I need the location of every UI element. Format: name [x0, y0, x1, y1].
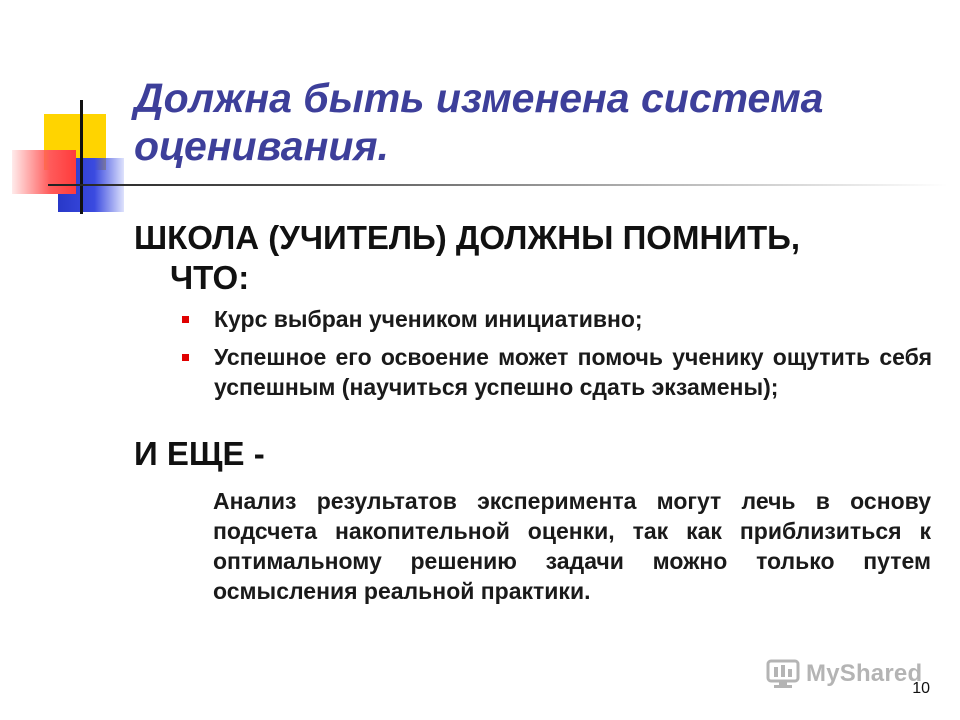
myshared-logo-icon	[766, 659, 800, 689]
analysis-paragraph: Анализ результатов эксперимента могут лечь в основу подсчета накопительной оценки, так как приблизиться к оптимальному решению задачи можно только путем осмысления реальной практики.	[213, 488, 931, 604]
lead-line-1: ШКОЛА (УЧИТЕЛЬ) ДОЛЖНЫ ПОМНИТЬ,	[134, 219, 801, 256]
watermark	[766, 656, 922, 692]
page-number: 10	[912, 680, 930, 697]
and-more-heading: И ЕЩЕ -	[134, 435, 265, 472]
title-underline	[48, 184, 948, 186]
lead-line-2: ЧТО:	[170, 259, 250, 296]
bullet-item	[180, 342, 932, 402]
corner-decoration	[0, 0, 140, 230]
decor-red-square	[12, 150, 76, 194]
watermark-text: MyShared	[806, 660, 923, 687]
lead-heading	[134, 218, 914, 298]
bullet-square-icon	[182, 316, 189, 323]
bullet-text: Успешное его освоение может помочь ученику ощутить себя успешным (научиться успешно сдать экзамены);	[214, 344, 932, 400]
bullet-text: Курс выбран учеником инициативно;	[214, 306, 643, 332]
slide-title: Должна быть изменена система оценивания.	[134, 75, 824, 169]
bullet-list	[180, 304, 932, 410]
bullet-square-icon	[182, 354, 189, 361]
decor-vertical-line	[80, 100, 83, 214]
bullet-item	[180, 304, 932, 334]
